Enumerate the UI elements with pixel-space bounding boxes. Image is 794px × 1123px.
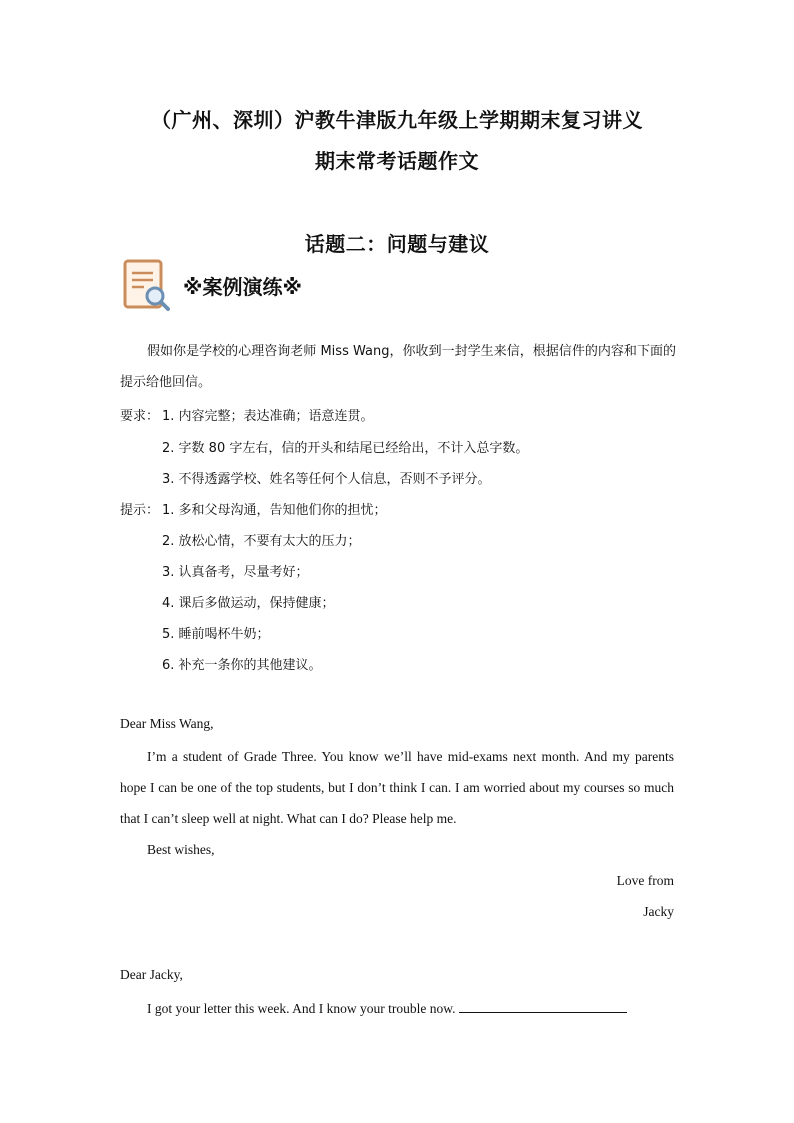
hints-label: 提示： <box>120 503 160 518</box>
hint-item: 2. 放松心情，不要有太大的压力； <box>162 534 361 549</box>
reply-opening-text: I got your letter this week. And I know your trouble now. <box>147 1001 456 1016</box>
reply-greeting: Dear Jacky, <box>120 967 183 982</box>
hint-item: 5. 睡前喝杯牛奶； <box>162 627 270 642</box>
hint-item: 6. 补充一条你的其他建议。 <box>162 658 322 673</box>
letter-closing: Best wishes, <box>147 842 215 857</box>
document-search-icon <box>122 258 170 312</box>
topic-heading: 话题二：问题与建议 <box>304 232 490 256</box>
section-title: ※案例演练※ <box>183 275 302 299</box>
letter-body: I’m a student of Grade Three. You know we’ll have mid-exams next month. And my parents hope I can be one of the top students, but I don’t think I can. I am worried about my courses so much that I can’t sleep well at night. What can I do? Please help me. <box>120 749 674 826</box>
hint-item: 1. 多和父母沟通，告知他们你的担忧； <box>162 503 387 518</box>
requirement-item: 2. 字数 80 字左右，信的开头和结尾已经给出，不计入总字数。 <box>162 441 529 456</box>
letter-signature: Jacky <box>643 904 674 919</box>
requirements-label: 要求： <box>120 409 160 424</box>
letter-greeting: Dear Miss Wang, <box>120 716 214 731</box>
prompt-intro: 假如你是学校的心理咨询老师 Miss Wang，你收到一封学生来信，根据信件的内容和下面的提示给他回信。 <box>120 344 676 390</box>
reply-opening <box>147 998 627 1017</box>
answer-blank[interactable] <box>459 998 627 1013</box>
hint-item: 3. 认真备考，尽量考好； <box>162 565 309 580</box>
letter-signoff: Love from <box>616 873 674 888</box>
requirement-item: 1. 内容完整；表达准确；语意连贯。 <box>162 409 374 424</box>
document-subtitle: 期末常考话题作文 <box>315 149 479 173</box>
document-title: （广州、深圳）沪教牛津版九年级上学期期末复习讲义 <box>151 108 643 132</box>
requirement-item: 3. 不得透露学校、姓名等任何个人信息，否则不予评分。 <box>162 472 491 487</box>
hint-item: 4. 课后多做运动，保持健康； <box>162 596 335 611</box>
